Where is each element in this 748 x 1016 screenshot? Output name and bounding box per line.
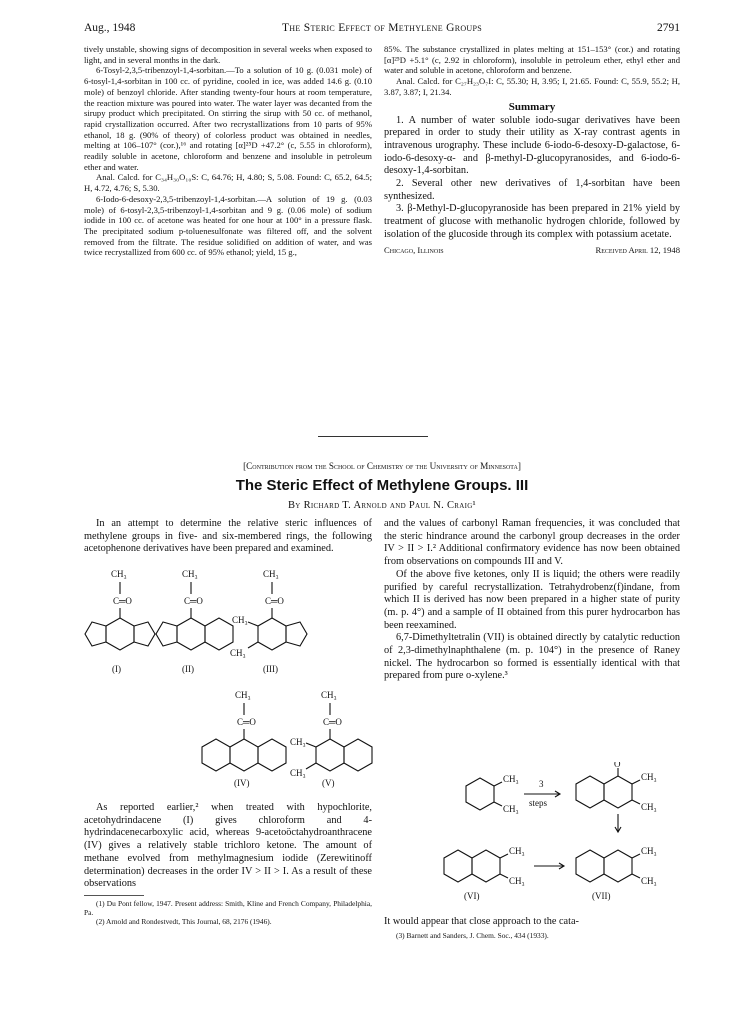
right-tail [384,916,680,940]
prev-paragraph: 85%. The substance crystallized in plates melting at 151–153° (cor.) and rotating [α]²⁵D +5.1° (c, 2.92 in chloroform), insoluble in petroleum ether, ethyl ether and water and soluble in acetone, chloroform and benzene. [384,44,680,76]
methyl-label: CH₃ [641,876,657,886]
methyl-label: CH₃ [263,569,279,579]
summary-heading: Summary [508,100,556,113]
methyl-label: CH₃ [641,772,657,782]
summary-item: 2. Several other new derivatives of 1,4-sorbitan have been synthesized. [384,178,680,202]
contribution-line: [Contribution from the School of Chemistry of the University of Minnesota] [243,461,521,471]
methyl-label: CH₃ [232,615,248,625]
intro-text: In an attempt to determine the relative steric influences of methylene groups in five- and six-membered rings, the following acetophenone derivatives have been prepared and examined. [84,518,372,555]
running-header [84,22,680,38]
methyl-label: CH₃ [321,690,337,700]
received-date: Received April 12, 1948 [595,244,680,255]
compound-label: (VI) [464,891,480,901]
prev-article-right-column [384,44,680,255]
methyl-label: CH₃ [509,876,525,886]
footnote: (1) Du Pont fellow, 1947. Present address: Smith, Kline and French Company, Philadelphia, Pa. [84,898,372,918]
summary-item: 1. A number of water soluble iodo-sugar derivatives have been prepared in order to study their utility as X-ray contrast agents in intravenous urography. These include 6-iodo-6-desoxy-D-galactose, 6-iodo-6-desoxy-α- and β-methyl-D-glucopyranosides, and 6-iodo-6-desoxy-1,4-sorbitan. [384,114,680,177]
prev-paragraph: 6-Iodo-6-desoxy-2,3,5-tribenzoyl-1,4-sorbitan.—A solution of 19 g. (0.03 mole) of 6-tosyl-2,3,5-tribenzoyl-1,4-sorbitan and 9 g. (0.06 mole) of sodium iodide in 100 cc. of acetone was heated for one hour at 100° in a pressure flask. The precipitated sodium p-toluenesulfonate was filtered off, and the solvent removed from the filtrate. The residue solidified on addition of water, and was twice recrystallized from 600 cc. of 95% ethanol; yield, 15 g., [84,193,372,258]
prev-paragraph: tively unstable, showing signs of decomposition in several weeks when exposed to light, and in several months in the dark. [84,44,372,65]
arrow-label-steps-count: 3 [539,779,544,789]
methyl-label: CH₃ [230,648,246,658]
header-page-number: 2791 [657,22,680,34]
prev-analysis: Anal. Calcd. for C₃₄H₃₀O₁₀S: C, 64.76; H, 4.80; S, 5.08. Found: C, 65.2, 64.5; H, 4.72, 4.76; S, 5.30. [84,172,372,194]
section-divider [318,436,428,437]
methyl-label: CH₃ [641,846,657,856]
summary-item: 3. β-Methyl-D-glucopyranoside has been prepared in 21% yield by treatment of glucose with methanolic hydrogen chloride, followed by isolation of the glucoside through its complex with potassium acetate. [384,203,680,240]
footnote: (3) Barnett and Sanders, J. Chem. Soc., 434 (1933). [396,930,549,940]
compound-label: (IV) [234,778,250,788]
carbonyl-label: C═O [323,717,342,727]
compound-label: (V) [322,778,335,788]
methyl-label: CH₃ [290,737,306,747]
compound-label: (III) [263,664,278,674]
intro-paragraph [84,518,372,556]
right-body-column [384,518,680,683]
structures-figure-2 [384,762,680,920]
body-paragraph: As reported earlier,² when treated with hypochlorite, acetohydrindacene (I) gives chloroform and 4-hydrindacenecarboxylic acid, whereas 9-acetoöctahydroanthracene (IV) gives a relatively stable trichloro ketone. The amount of methane evolved from methylmagnesium iodide (Zerewitinoff determination) decreases in the order IV > II > I. As a result of these observations [84,802,372,890]
header-date: Aug., 1948 [84,22,136,34]
arrow-label-steps: steps [529,798,547,808]
compound-label: (VII) [592,891,611,901]
header-title: The Steric Effect of Methylene Groups [281,22,482,34]
methyl-label: CH₃ [182,569,198,579]
compound-label: (I) [112,664,121,674]
location: Chicago, Illinois [384,244,444,255]
body-paragraph: It would appear that close approach to the cata- [384,916,579,927]
body-paragraph: Of the above five ketones, only II is liquid; the others were readily purified by careful recrystallization. Tetrahydrobenz(f)indane, from which II is derived has now been prepared in a higher state of purity (m. p. 4°) and a sample of II obtained from this purer hydrocarbon has been reexamined. [384,568,680,631]
carbonyl-label: C═O [184,596,203,606]
compound-label: (II) [182,664,194,674]
prev-analysis: Anal. Calcd. for C₂₇H₂₃O₇I: C, 55.30; H, 3.95; I, 21.65. Found: C, 55.9, 55.2; H, 3.87, 3.87; I, 21.34. [384,76,680,97]
carbonyl-label: C═O [113,596,132,606]
prev-article-left-column [84,44,372,258]
left-body-column [84,802,372,927]
methyl-label: CH₃ [641,802,657,812]
methyl-label: CH₃ [290,768,306,778]
body-paragraph: 6,7-Dimethyltetralin (VII) is obtained directly by catalytic reduction of 2,3-dimethylnaphthalene (m. p. 104°) in the presence of Raney nickel. The hydrocarbon so formed is essentially identical with that prepared from pure o-xylene.³ [384,632,680,682]
footnote-rule [84,895,144,896]
methyl-label: CH₃ [503,774,519,784]
methyl-label: CH₃ [509,846,525,856]
prev-paragraph: 6-Tosyl-2,3,5-tribenzoyl-1,4-sorbitan.—To a solution of 10 g. (0.031 mole) of 6-tosyl-1,4-sorbitan in 100 cc. of pyridine, cooled in ice, was added 14.6 g. (0.10 mole) of benzoyl chloride. After standing twenty-four hours at room temperature, the reaction mixture was poured into water. The water layer was decanted from the sirupy product which precipitated. On stirring the sirup with 50 cc. of methanol, rapid crystallization occurred. After two recrystallizations from 10 parts of 95% ethanol, 18 g. (90% of theory) of colorless product was obtained in needles, melting at 106–107° (cor.),¹⁶ and rotating [α]²⁵D +47.2° (c, 5.55 in chloroform), readily soluble in acetone, chloroform and benzene and insoluble in petroleum ether and water. [84,65,372,172]
oxygen-label: O [614,762,621,769]
methyl-label: CH₃ [111,569,127,579]
footnote: (2) Arnold and Rondestvedt, This Journal, 68, 2176 (1946). [96,917,272,927]
methyl-label: CH₃ [235,690,251,700]
carbonyl-label: C═O [237,717,256,727]
methyl-label: CH₃ [503,804,519,814]
body-paragraph: and the values of carbonyl Raman frequencies, it was concluded that the steric hindrance around the carbonyl group decreases in the order IV > II > I.² Additional confirmatory evidence has now been obtained from observations on compounds III and V. [384,518,680,568]
article-authors: By Richard T. Arnold and Paul N. Craig¹ [287,500,476,511]
carbonyl-label: C═O [265,596,284,606]
article-title: The Steric Effect of Methylene Groups. III [235,477,529,494]
